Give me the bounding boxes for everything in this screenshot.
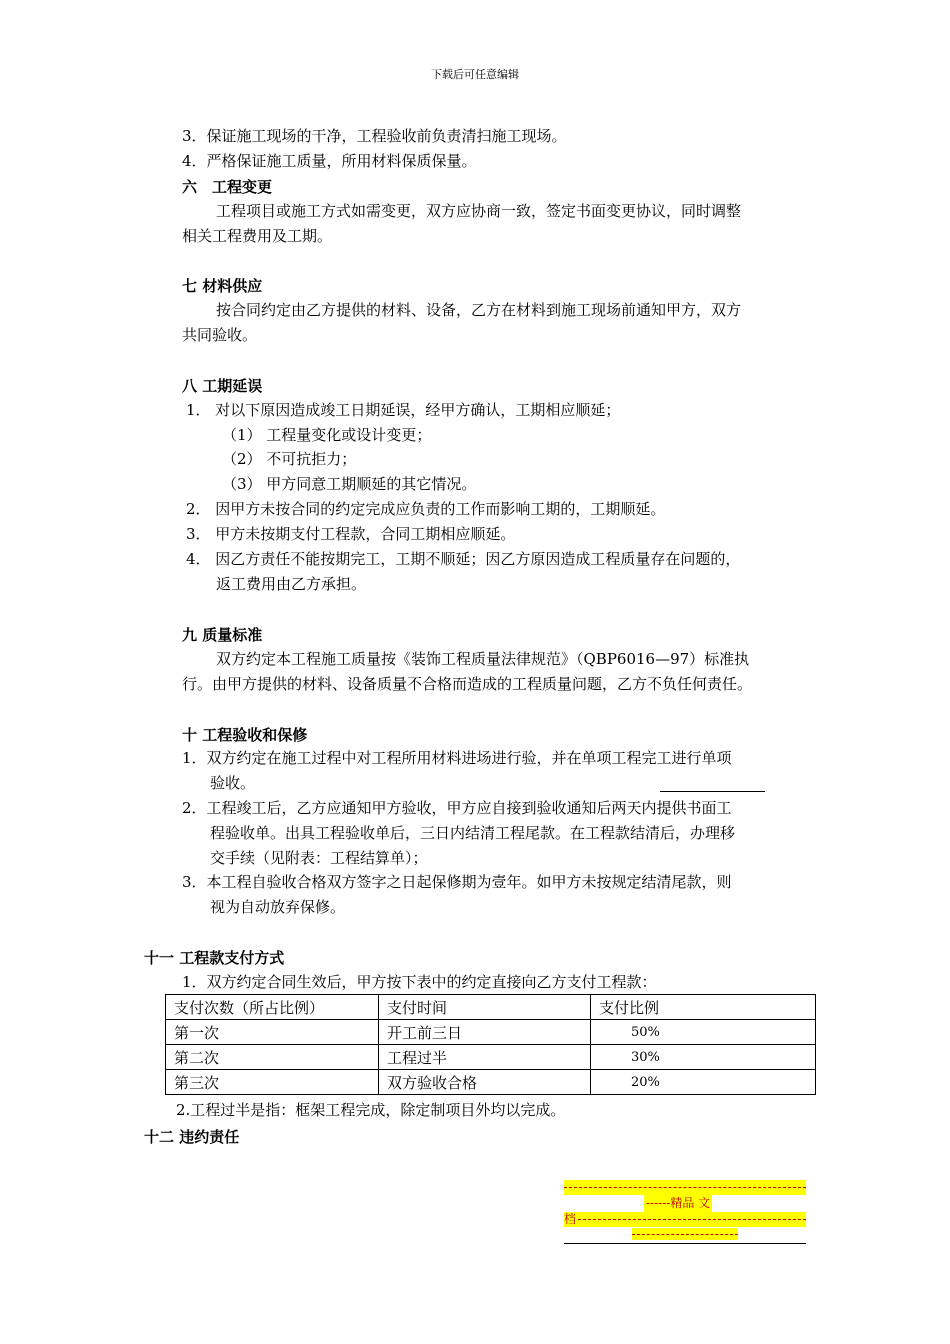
paragraph-line: 双方约定本工程施工质量按《装饰工程质量法律规范》（QBP6016—97）标准执 [216,650,750,668]
table-cell: 30% [591,1045,816,1070]
watermark-underline [564,1243,806,1244]
section-heading: 十一 工程款支付方式 [144,949,285,967]
table-row [166,1020,816,1045]
table-cell: 工程过半 [379,1045,591,1070]
list-item: 3．保证施工现场的干净，工程验收前负责清扫施工现场。 [182,127,567,145]
watermark-dash-line [578,1219,806,1220]
section-heading: 九 质量标准 [182,626,263,644]
sub-list-item: （2） 不可抗拒力； [222,450,357,468]
section-heading: 六 工程变更 [182,178,273,196]
table-header-cell: 支付次数（所占比例） [166,995,379,1020]
sub-list-item: （1） 工程量变化或设计变更； [222,426,432,444]
table-cell: 开工前三日 [379,1020,591,1045]
blank-underline [660,791,765,792]
watermark-text: 档 [564,1212,577,1226]
list-item-continued: 视为自动放弃保修。 [210,898,346,916]
list-item-continued: 验收。 [210,774,256,792]
paragraph-line: 1．双方约定合同生效后，甲方按下表中的约定直接向乙方支付工程款： [182,973,657,991]
list-item: 3． 甲方未按期支付工程款，合同工期相应顺延。 [186,525,516,543]
list-item: 3．本工程自验收合格双方签字之日起保修期为壹年。如甲方未按规定结清尾款，则 [182,873,732,891]
payment-table [165,994,816,1095]
watermark-dash-line [564,1187,806,1188]
table-note: 2.工程过半是指：框架工程完成，除定制项目外均以完成。 [176,1101,566,1119]
paragraph-line: 共同验收。 [182,326,258,344]
table-cell: 第三次 [166,1070,379,1095]
paragraph-line: 相关工程费用及工期。 [182,227,333,245]
list-item: 1．双方约定在施工过程中对工程所用材料进场进行验，并在单项工程完工进行单项 [182,749,732,767]
table-cell: 第二次 [166,1045,379,1070]
list-item: 1． 对以下原因造成竣工日期延误，经甲方确认，工期相应顺延； [186,401,621,419]
table-cell: 双方验收合格 [379,1070,591,1095]
page-header: 下载后可任意编辑 [431,68,519,81]
table-cell: 20% [591,1070,816,1095]
table-header-cell: 支付比例 [591,995,816,1020]
list-item: 2．工程竣工后，乙方应通知甲方验收，甲方应自接到验收通知后两天内提供书面工 [182,799,732,817]
list-item-continued: 程验收单。出具工程验收单后，三日内结清工程尾款。在工程款结清后，办理移 [210,824,736,842]
section-heading: 七 材料供应 [182,277,263,295]
sub-list-item: （3） 甲方同意工期顺延的其它情况。 [222,475,477,493]
list-item-continued: 返工费用由乙方承担。 [216,575,367,593]
list-item: 4．严格保证施工质量，所用材料保质保量。 [182,152,477,170]
list-item: 2． 因甲方未按合同的约定完成应负责的工作而影响工期的，工期顺延。 [186,500,666,518]
table-header-cell: 支付时间 [379,995,591,1020]
paragraph-line: 工程项目或施工方式如需变更，双方应协商一致，签定书面变更协议，同时调整 [216,202,742,220]
table-cell: 第一次 [166,1020,379,1045]
watermark-dash-line [632,1234,738,1235]
section-heading: 十二 违约责任 [144,1128,240,1146]
table-row [166,1070,816,1095]
paragraph-line: 行。由甲方提供的材料、设备质量不合格而造成的工程质量问题，乙方不负任何责任。 [182,675,753,693]
list-item-continued: 交手续（见附表：工程结算单）； [210,849,428,867]
watermark-text: ------精品 文 [646,1196,711,1210]
table-cell: 50% [591,1020,816,1045]
watermark-box [564,1180,806,1242]
section-heading: 十 工程验收和保修 [182,726,308,744]
list-item: 4． 因乙方责任不能按期完工，工期不顺延；因乙方原因造成工程质量存在问题的， [186,550,741,568]
paragraph-line: 按合同约定由乙方提供的材料、设备，乙方在材料到施工现场前通知甲方，双方 [216,301,742,319]
table-header-row [166,995,816,1020]
section-heading: 八 工期延误 [182,377,263,395]
table-row [166,1045,816,1070]
